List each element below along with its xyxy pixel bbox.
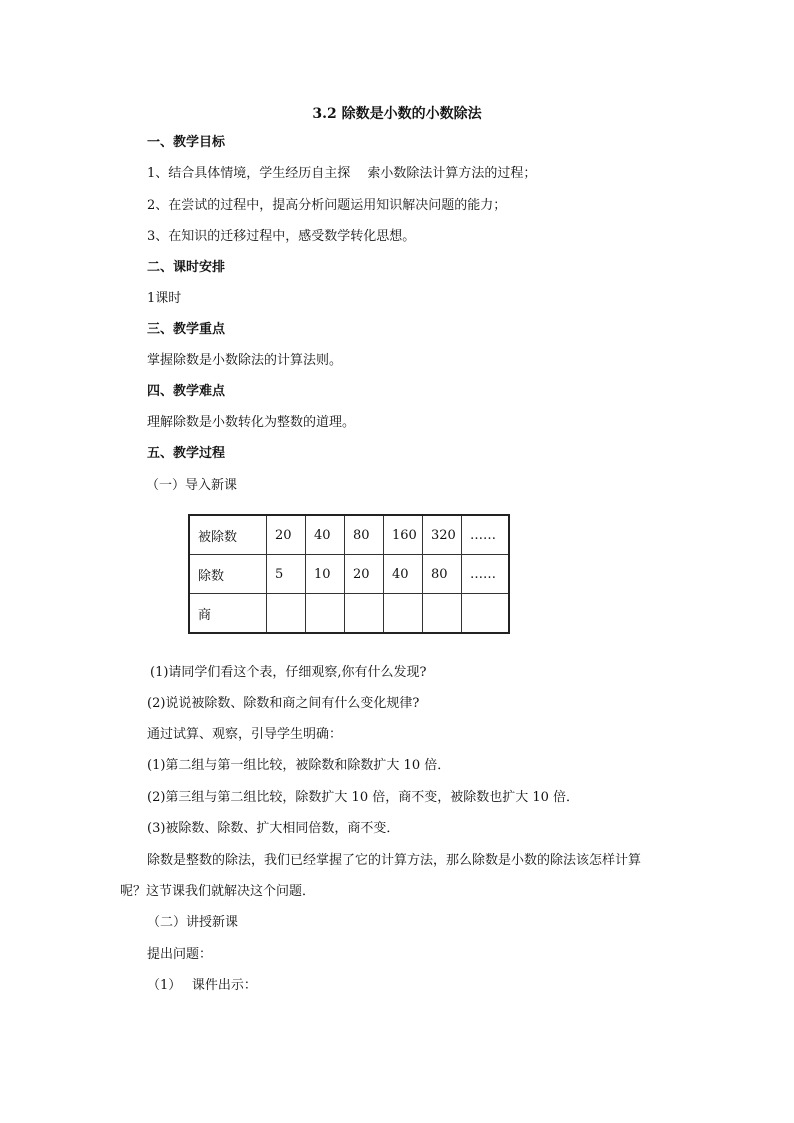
table-cell	[462, 594, 510, 634]
objective-item-2: 2、在尝试的过程中，提高分析问题运用知识解决问题的能力；	[147, 198, 507, 213]
point-2: (2)第三组与第二组比较，除数扩大 10 倍，商不变，被除数也扩大 10 倍．	[147, 790, 580, 805]
objective-item-3: 3、在知识的迁移过程中，感受数学转化思想。	[147, 229, 416, 244]
section-heading-process: 五、教学过程	[147, 446, 226, 461]
paragraph-line-1: 除数是整数的除法，我们已经掌握了它的计算方法，那么除数是小数的除法该怎样计算	[147, 853, 642, 868]
schedule-text: 1课时	[147, 291, 182, 306]
section-heading-schedule: 二、课时安排	[147, 260, 226, 275]
point-3: (3)被除数、除数、扩大相同倍数，商不变．	[147, 821, 400, 836]
question-1: (1)请同学们看这个表，仔细观察,你有什么发现?	[150, 665, 427, 680]
table-row	[189, 515, 509, 555]
table-cell: ……	[462, 515, 510, 555]
raise-question-label: 提出问题：	[147, 947, 213, 962]
table-row	[189, 555, 509, 594]
section-heading-objectives: 一、教学目标	[147, 135, 226, 150]
table-cell: 160	[384, 515, 423, 555]
paragraph-line-2: 呢？这节课我们就解决这个问题．	[120, 884, 316, 899]
table-cell	[267, 594, 306, 634]
section-heading-key-points: 三、教学重点	[147, 322, 226, 337]
page-title: 3.2 除数是小数的小数除法	[312, 106, 482, 122]
subsection-intro: （一）导入新课	[146, 478, 238, 493]
question-2: (2)说说被除数、除数和商之间有什么变化规律?	[147, 696, 420, 711]
table-cell: 320	[423, 515, 462, 555]
table-cell: 20	[345, 555, 384, 594]
section-heading-difficulties: 四、教学难点	[147, 384, 226, 399]
guide-text: 通过试算、观察，引导学生明确：	[147, 727, 343, 742]
subsection-new-lesson: （二）讲授新课	[147, 915, 239, 930]
table-cell: 20	[267, 515, 306, 555]
point-1: (1)第二组与第一组比较，被除数和除数扩大 10 倍．	[147, 758, 451, 773]
table-cell: 80	[345, 515, 384, 555]
difficulties-text: 理解除数是小数转化为整数的道理。	[147, 415, 356, 430]
table-cell	[384, 594, 423, 634]
item-1: （1） 课件出示：	[147, 978, 257, 993]
table-cell: ……	[462, 555, 510, 594]
table-row	[189, 594, 509, 634]
objective-item-1: 1、结合具体情境，学生经历自主探 索小数除法计算方法的过程；	[147, 166, 537, 181]
table-cell: 被除数	[189, 515, 267, 555]
table-cell	[345, 594, 384, 634]
table-cell: 80	[423, 555, 462, 594]
table-cell: 5	[267, 555, 306, 594]
division-table	[188, 514, 510, 634]
table-cell	[423, 594, 462, 634]
table-cell: 40	[384, 555, 423, 594]
table-cell	[306, 594, 345, 634]
table-cell: 商	[189, 594, 267, 634]
key-points-text: 掌握除数是小数除法的计算法则。	[147, 353, 343, 368]
table-cell: 40	[306, 515, 345, 555]
table-cell: 除数	[189, 555, 267, 594]
table-cell: 10	[306, 555, 345, 594]
